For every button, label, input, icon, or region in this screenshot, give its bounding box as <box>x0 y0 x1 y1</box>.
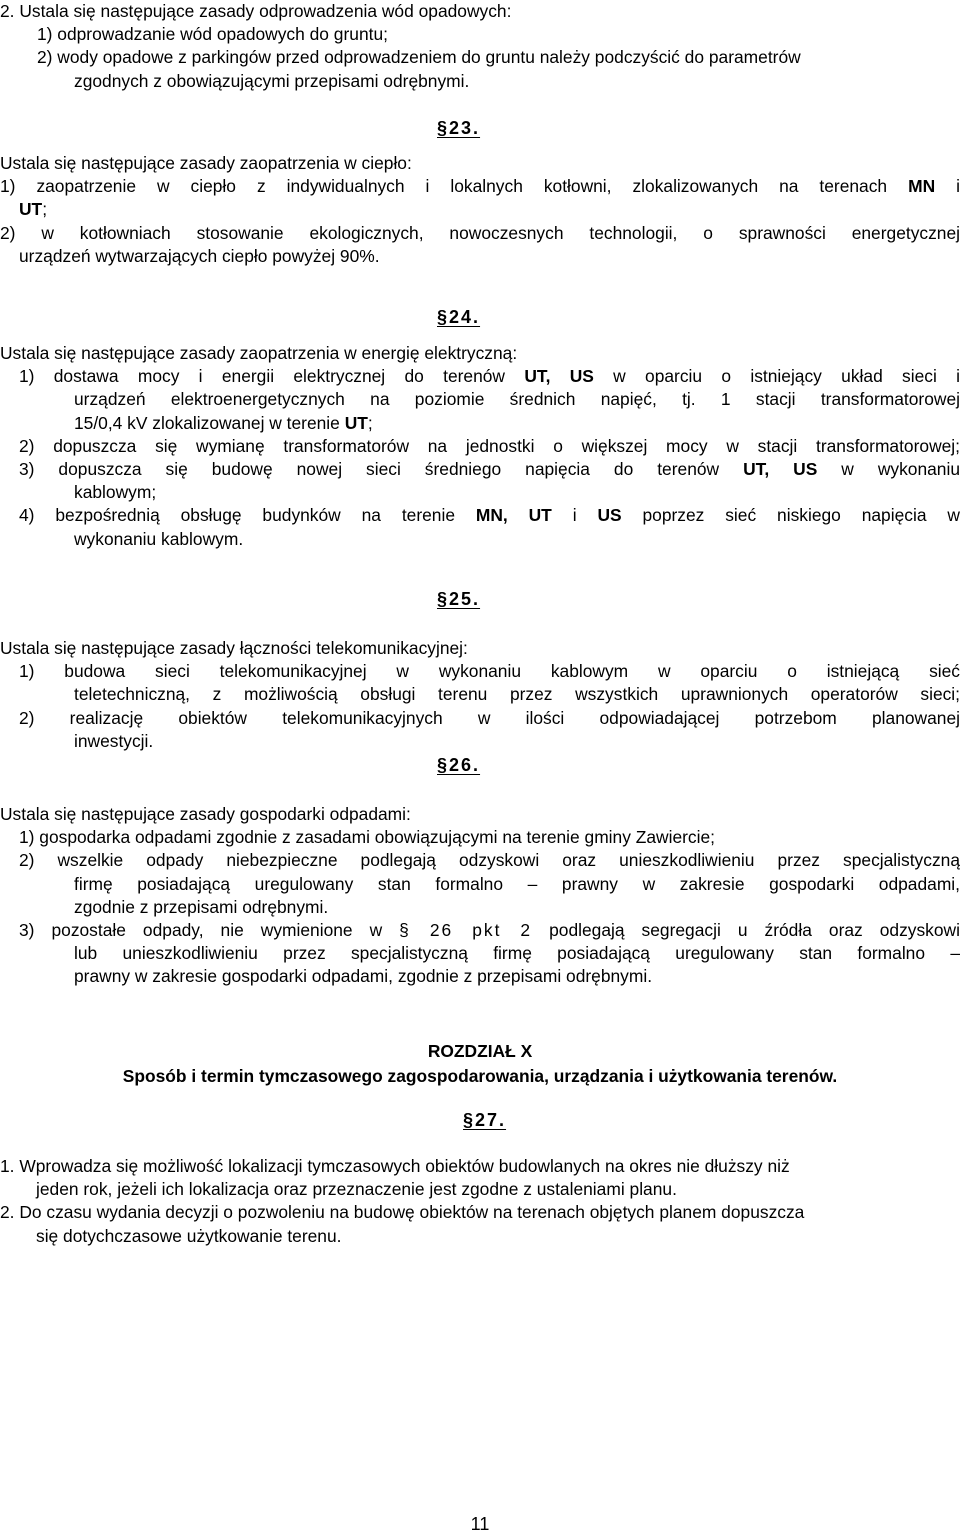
section-25-intro: Ustala się następujące zasady łączności telekomunikacyjnej: <box>0 638 468 658</box>
section-24-point-1-line-2: urządzeń elektroenergetycznych na poziomie średnich napięć, tj. 1 stacji transformatorowej <box>74 389 960 410</box>
section-26-heading <box>437 754 480 777</box>
chapter-subtitle: Sposób i termin tymczasowego zagospodarowania, urządzania i użytkowania terenów. <box>122 1066 838 1087</box>
section-reference: § 26 pkt 2 <box>399 919 533 940</box>
item-2-point-2-line-1: 2) wody opadowe z parkingów przed odprowadzeniem do gruntu należy podczyścić do parametrów <box>37 47 801 68</box>
section-23-point-2-line-1: 2) w kotłowniach stosowanie ekologicznych, nowoczesnych technologii, o sprawności energetycznej <box>0 222 960 243</box>
section-27-body <box>0 1155 960 1248</box>
section-23-heading <box>437 117 480 140</box>
section-24-intro: Ustala się następujące zasady zaopatrzenia w energię elektryczną: <box>0 343 518 363</box>
section-24-point-4-line-2: wykonaniu kablowym. <box>74 528 244 549</box>
section-26-point-2-line-2: firmę posiadającą uregulowany stan formalno – prawny w zakresie gospodarki odpadami, <box>74 873 960 894</box>
item-2-heading: 2. Ustala się następujące zasady odprowadzenia wód opadowych: <box>0 1 512 21</box>
page-number: 11 <box>470 1514 490 1534</box>
section-23-point-1-line-1: 1) zaopatrzenie w ciepło z indywidualnych i lokalnych kotłowni, zlokalizowanych na terenach MN i <box>0 176 960 197</box>
section-23-point-1-line-2: UT; <box>19 199 48 220</box>
section-26-body <box>0 803 960 989</box>
section-24-point-2: 2) dopuszcza się wymianę transformatorów na jednostki o większej mocy w stacji transformatorowej; <box>19 435 960 456</box>
section-27-item-2-line-2: się dotychczasowe użytkowanie terenu. <box>36 1225 342 1246</box>
section-25-heading <box>437 588 480 611</box>
paragraph-sign-icon: § <box>437 755 450 775</box>
section-27-item-2-line-1: 2. Do czasu wydania decyzji o pozwoleniu na budowę obiektów na terenach objętych planem dopuszcza <box>0 1202 805 1223</box>
section-number: 27. <box>475 1110 507 1130</box>
paragraph-sign-icon: § <box>437 589 450 609</box>
section-24-point-4-line-1: 4) bezpośrednią obsługę budynków na terenie MN, UT i US poprzez sieć niskiego napięcia w <box>19 505 960 526</box>
section-25-body <box>0 637 960 753</box>
section-25-point-1-line-2: teletechniczną, z możliwością obsługi terenu przez wszystkich uprawnionych operatorów sieci; <box>74 684 960 705</box>
section-23-intro: Ustala się następujące zasady zaopatrzenia w ciepło: <box>0 153 412 173</box>
section-24-body <box>0 342 960 551</box>
paragraph-sign-icon: § <box>463 1110 476 1130</box>
chapter-title: ROZDZIAŁ X <box>427 1041 533 1061</box>
section-26-point-3-line-3: prawny w zakresie gospodarki odpadami, zgodnie z przepisami odrębnymi. <box>74 966 653 987</box>
section-26-point-3-line-2: lub unieszkodliwieniu przez specjalistyczną firmę posiadającą uregulowany stan formalno – <box>74 943 960 964</box>
section-number: 26. <box>449 755 481 775</box>
section-26-point-1: 1) gospodarka odpadami zgodnie z zasadami obowiązującymi na terenie gminy Zawiercie; <box>19 827 715 848</box>
section-25-point-2-line-2: inwestycji. <box>74 730 154 751</box>
section-26-intro: Ustala się następujące zasady gospodarki odpadami: <box>0 804 411 824</box>
section-27-heading <box>463 1109 506 1132</box>
section-number: 24. <box>449 307 481 327</box>
section-27-item-1-line-2: jeden rok, jeżeli ich lokalizacja oraz przeznaczenie jest zgodne z ustaleniami planu. <box>36 1179 677 1200</box>
paragraph-sign-icon: § <box>437 307 450 327</box>
section-24-point-3-line-1: 3) dopuszcza się budowę nowej sieci średniego napięcia do terenów UT, US w wykonaniu <box>19 458 960 479</box>
chapter-heading <box>0 1040 960 1088</box>
section-26-point-2-line-3: zgodnie z przepisami odrębnymi. <box>74 896 329 917</box>
item-2-point-1: 1) odprowadzanie wód opadowych do gruntu; <box>37 24 388 45</box>
section-25-point-2-line-1: 2) realizację obiektów telekomunikacyjnych w ilości odpowiadającej potrzebom planowanej <box>19 707 960 728</box>
section-26-point-2-line-1: 2) wszelkie odpady niebezpieczne podlegają odzyskowi oraz unieszkodliwieniu przez specjalistyczną <box>19 850 960 871</box>
section-24-point-1-line-3: 15/0,4 kV zlokalizowanej w terenie UT; <box>74 412 373 433</box>
section-number: 25. <box>449 589 481 609</box>
section-number: 23. <box>449 118 481 138</box>
section-22-item-2 <box>0 0 960 93</box>
section-23-body <box>0 152 960 268</box>
section-23-point-2-line-2: urządzeń wytwarzających ciepło powyżej 90%. <box>19 245 380 266</box>
section-24-point-3-line-2: kablowym; <box>74 482 157 503</box>
item-2-point-2-line-2: zgodnych z obowiązującymi przepisami odrębnymi. <box>74 70 470 91</box>
section-24-point-1-line-1: 1) dostawa mocy i energii elektrycznej do terenów UT, US w oparciu o istniejący układ sieci i <box>19 366 960 387</box>
paragraph-sign-icon: § <box>437 118 450 138</box>
section-25-point-1-line-1: 1) budowa sieci telekomunikacyjnej w wykonaniu kablowym w oparciu o istniejącą sieć <box>19 661 960 682</box>
section-26-point-3-line-1: 3) pozostałe odpady, nie wymienione w § 26 pkt 2 podlegają segregacji u źródła oraz odzyskowi <box>19 919 960 940</box>
section-27-item-1-line-1: 1. Wprowadza się możliwość lokalizacji tymczasowych obiektów budowlanych na okres nie dłuższy niż <box>0 1156 790 1176</box>
section-24-heading <box>437 306 480 329</box>
